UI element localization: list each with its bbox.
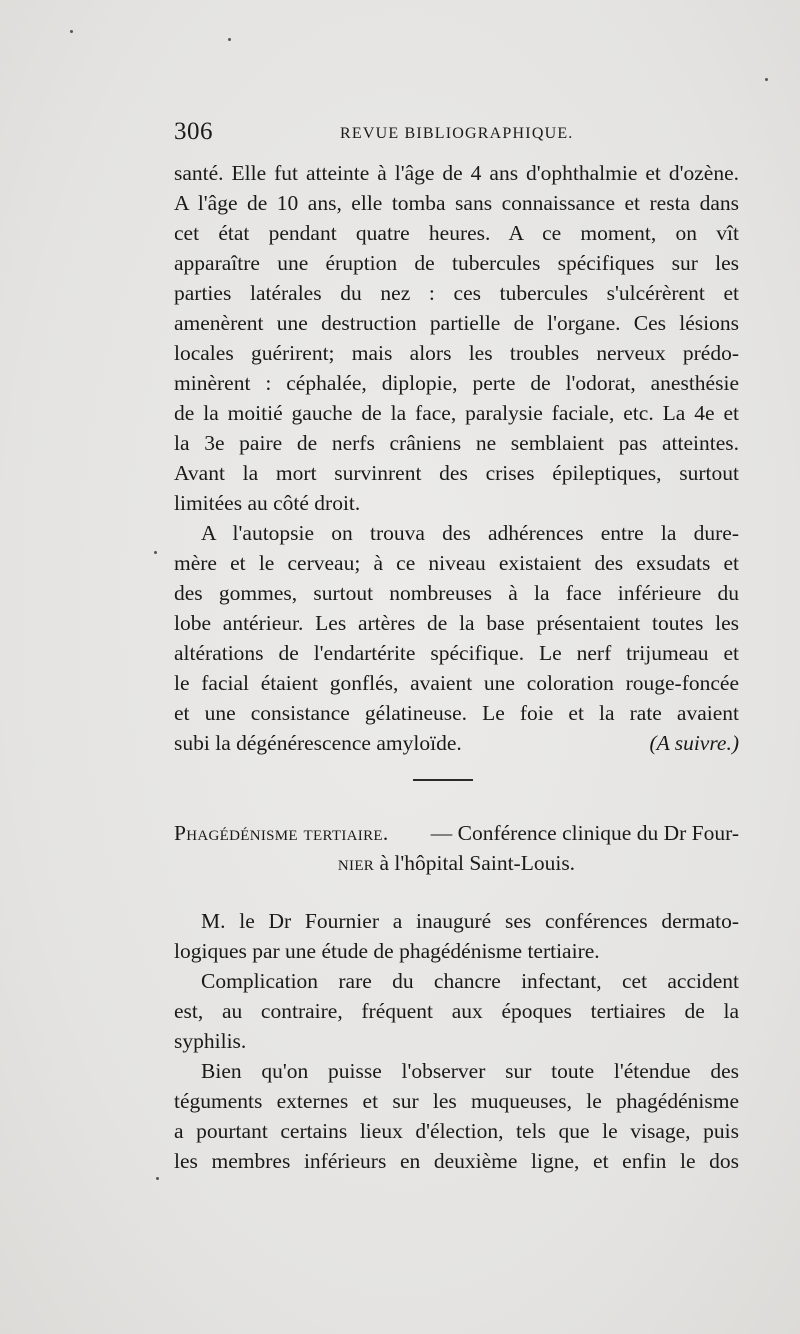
section-subtitle-name: nier bbox=[337, 851, 375, 875]
text-line: amenèrent une destruction partielle de l'organe. Ces lésions bbox=[174, 311, 739, 335]
ink-speck bbox=[154, 551, 157, 554]
page-number: 306 bbox=[174, 118, 213, 145]
section-subtitle-place: à l'hôpital Saint-Louis. bbox=[379, 851, 576, 875]
ink-speck bbox=[228, 38, 231, 41]
ink-speck bbox=[765, 78, 768, 81]
text-block-lower bbox=[174, 906, 739, 1176]
text-line: Bien qu'on puisse l'observer sur toute l'étendue des bbox=[201, 1059, 739, 1083]
text-line: la 3e paire de nerfs crâniens ne semblaient pas atteintes. bbox=[174, 431, 739, 455]
text-line bbox=[174, 728, 739, 758]
text-line: téguments externes et sur les muqueuses, le phagédénisme bbox=[174, 1089, 739, 1113]
text-line: mère et le cerveau; à ce niveau existaient des exsudats et bbox=[174, 551, 739, 575]
text-line: A l'autopsie on trouva des adhérences entre la dure- bbox=[201, 521, 739, 545]
ink-speck bbox=[70, 30, 73, 33]
section-heading-line bbox=[174, 848, 739, 878]
text-line: logiques par une étude de phagédénisme tertiaire. bbox=[174, 939, 600, 963]
text-line: Complication rare du chancre infectant, cet accident bbox=[201, 969, 739, 993]
text-line: a pourtant certains lieux d'élection, tels que le visage, puis bbox=[174, 1119, 739, 1143]
running-head: REVUE BIBLIOGRAPHIQUE. bbox=[340, 125, 574, 142]
to-be-continued: (A suivre.) bbox=[649, 731, 739, 755]
text-line: altérations de l'endartérite spécifique. Le nerf trijumeau et bbox=[174, 641, 739, 665]
text-line: Avant la mort survinrent des crises épileptiques, surtout bbox=[174, 461, 739, 485]
text-line: minèrent : céphalée, diplopie, perte de l'odorat, anesthésie bbox=[174, 371, 739, 395]
section-subtitle: — Conférence clinique du Dr Four- bbox=[430, 821, 739, 845]
section-heading-line bbox=[174, 818, 739, 848]
text-line: est, au contraire, fréquent aux époques tertiaires de la bbox=[174, 999, 739, 1023]
text-line: santé. Elle fut atteinte à l'âge de 4 ans d'ophthalmie et d'ozène. bbox=[174, 161, 739, 185]
text-line: cet état pendant quatre heures. A ce moment, on vît bbox=[174, 221, 739, 245]
text-block-upper bbox=[174, 158, 739, 758]
text-line: limitées au côté droit. bbox=[174, 491, 361, 515]
page-header bbox=[174, 118, 739, 148]
text-line: le facial étaient gonflés, avaient une coloration rouge-foncée bbox=[174, 671, 739, 695]
text-line: A l'âge de 10 ans, elle tomba sans connaissance et resta dans bbox=[174, 191, 739, 215]
section-heading bbox=[174, 818, 739, 878]
text-line: syphilis. bbox=[174, 1029, 247, 1053]
text-line: apparaître une éruption de tubercules spécifiques sur les bbox=[174, 251, 739, 275]
text-line: M. le Dr Fournier a inauguré ses conférences dermato- bbox=[201, 909, 739, 933]
text-line: les membres inférieurs en deuxième ligne, et enfin le dos bbox=[174, 1149, 739, 1173]
text-line: de la moitié gauche de la face, paralysie faciale, etc. La 4e et bbox=[174, 401, 739, 425]
text-line: des gommes, surtout nombreuses à la face inférieure du bbox=[174, 581, 739, 605]
section-divider bbox=[413, 779, 473, 781]
ink-speck bbox=[156, 1177, 159, 1180]
text-line: lobe antérieur. Les artères de la base présentaient toutes les bbox=[174, 611, 739, 635]
text-line: et une consistance gélatineuse. Le foie et la rate avaient bbox=[174, 701, 739, 725]
text-fragment: subi la dégénérescence amyloïde. bbox=[174, 731, 462, 755]
text-line: locales guérirent; mais alors les troubles nerveux prédo- bbox=[174, 341, 739, 365]
text-line: parties latérales du nez : ces tubercules s'ulcérèrent et bbox=[174, 281, 739, 305]
section-title: Phagédénisme tertiaire. bbox=[174, 821, 389, 845]
